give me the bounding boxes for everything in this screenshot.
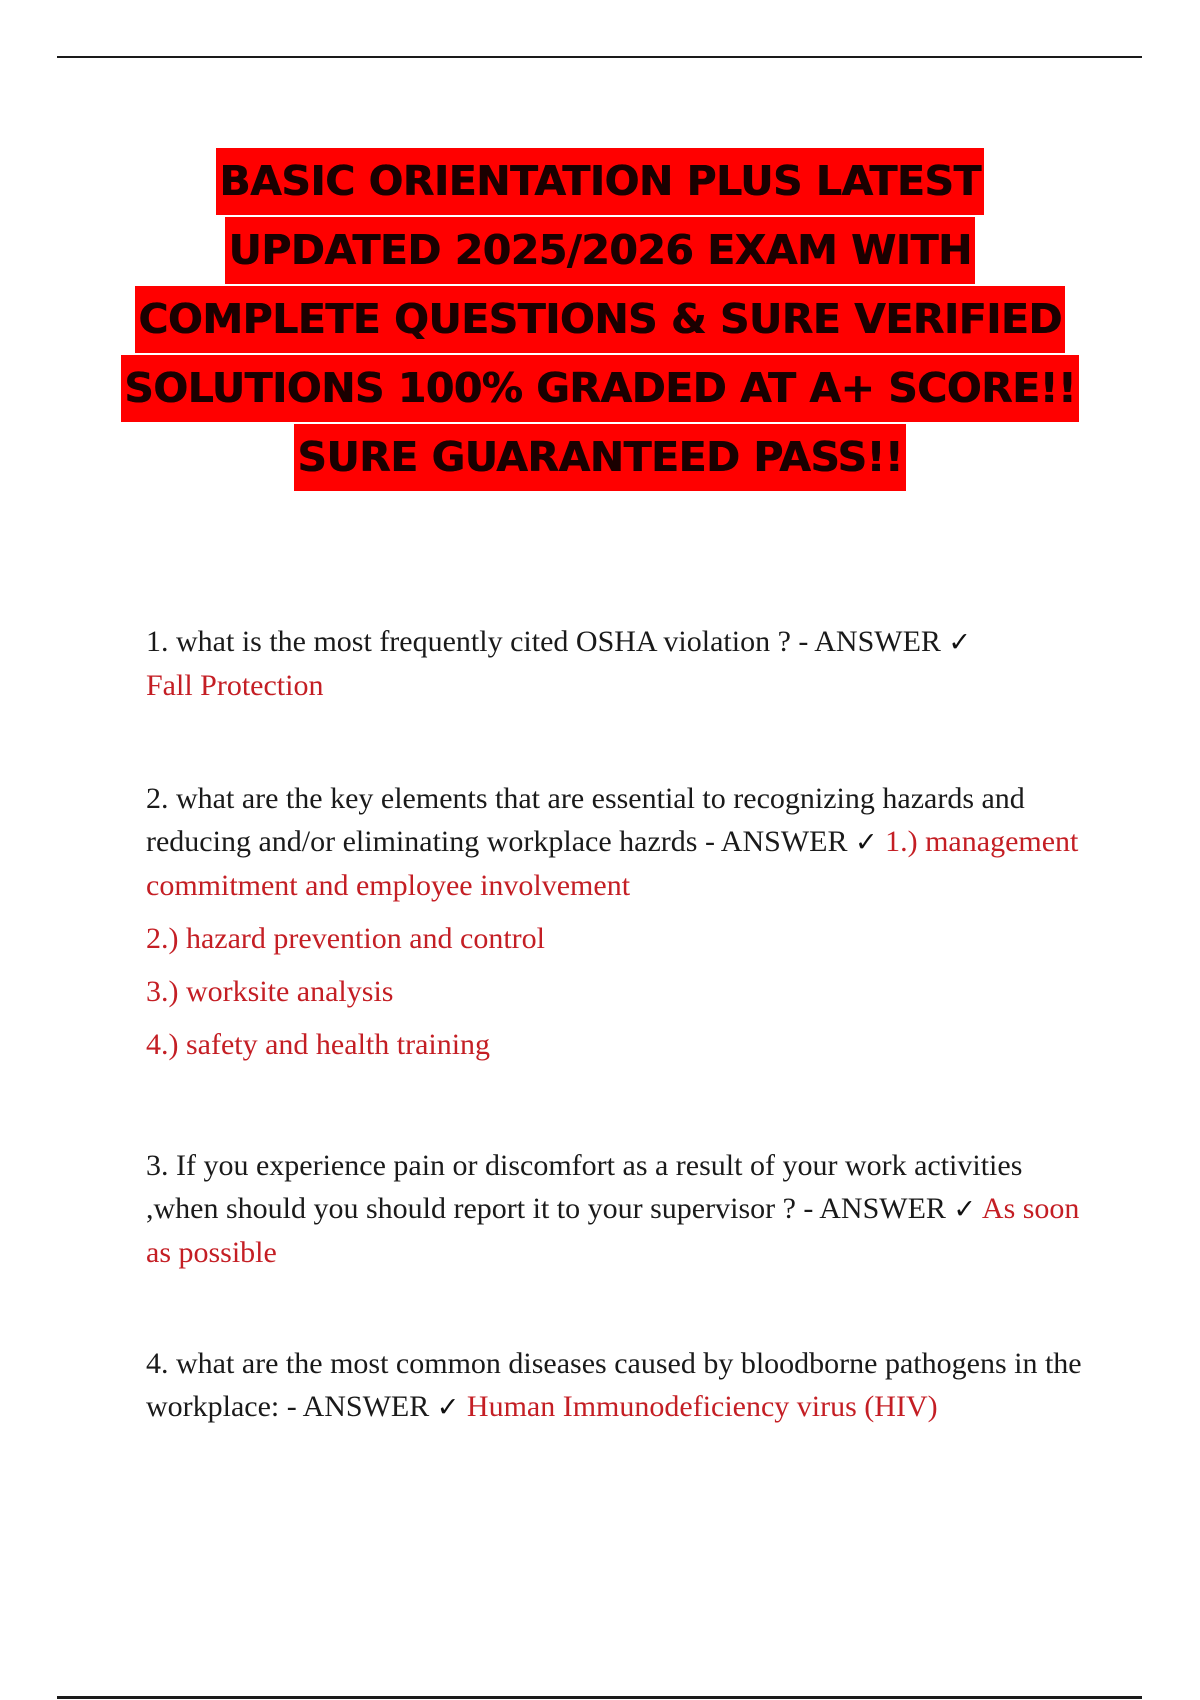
checkmark-icon: ✓ [854, 827, 878, 858]
answer-item-2: 2.) hazard prevention and control [146, 922, 546, 955]
title-line-4: SOLUTIONS 100% GRADED AT A+ SCORE!! [121, 355, 1079, 422]
title-line-1: BASIC ORIENTATION PLUS LATEST [216, 148, 984, 215]
top-rule [57, 56, 1142, 58]
answer-text: 1.) management commitment and employee involvement [146, 825, 1079, 902]
checkmark-icon: ✓ [953, 1194, 977, 1225]
answer-item-3: 3.) worksite analysis [146, 975, 394, 1008]
title-line-3: COMPLETE QUESTIONS & SURE VERIFIED [135, 286, 1065, 353]
title-line-5: SURE GUARANTEED PASS!! [294, 424, 906, 491]
answer-text: As soon as possible [146, 1192, 1080, 1269]
checkmark-icon: ✓ [436, 1392, 460, 1423]
answer-item-4: 4.) safety and health training [146, 1028, 491, 1061]
document-title [100, 148, 1100, 493]
checkmark-icon: ✓ [948, 627, 972, 658]
question-text: 2. what are the key elements that are essential to recognizing hazards and reducing and/or eliminating workplace hazrds - ANSWER [146, 782, 1025, 858]
answer-text: Human Immunodeficiency virus (HIV) [466, 1390, 938, 1423]
question-text: 3. If you experience pain or discomfort as a result of your work activities ,when should you should report it to your supervisor ? - ANSWER [146, 1149, 1023, 1225]
bottom-rule [57, 1696, 1142, 1699]
question-2 [146, 777, 1096, 1066]
question-1 [146, 620, 1096, 707]
question-3 [146, 1144, 1096, 1274]
answer-text: Fall Protection [146, 669, 324, 702]
question-4 [146, 1342, 1096, 1429]
title-line-2: UPDATED 2025/2026 EXAM WITH [225, 217, 974, 284]
question-text: 1. what is the most frequently cited OSHA violation ? - ANSWER [146, 625, 941, 658]
question-text: 4. what are the most common diseases caused by bloodborne pathogens in the workplace: - ANSWER [146, 1347, 1082, 1423]
